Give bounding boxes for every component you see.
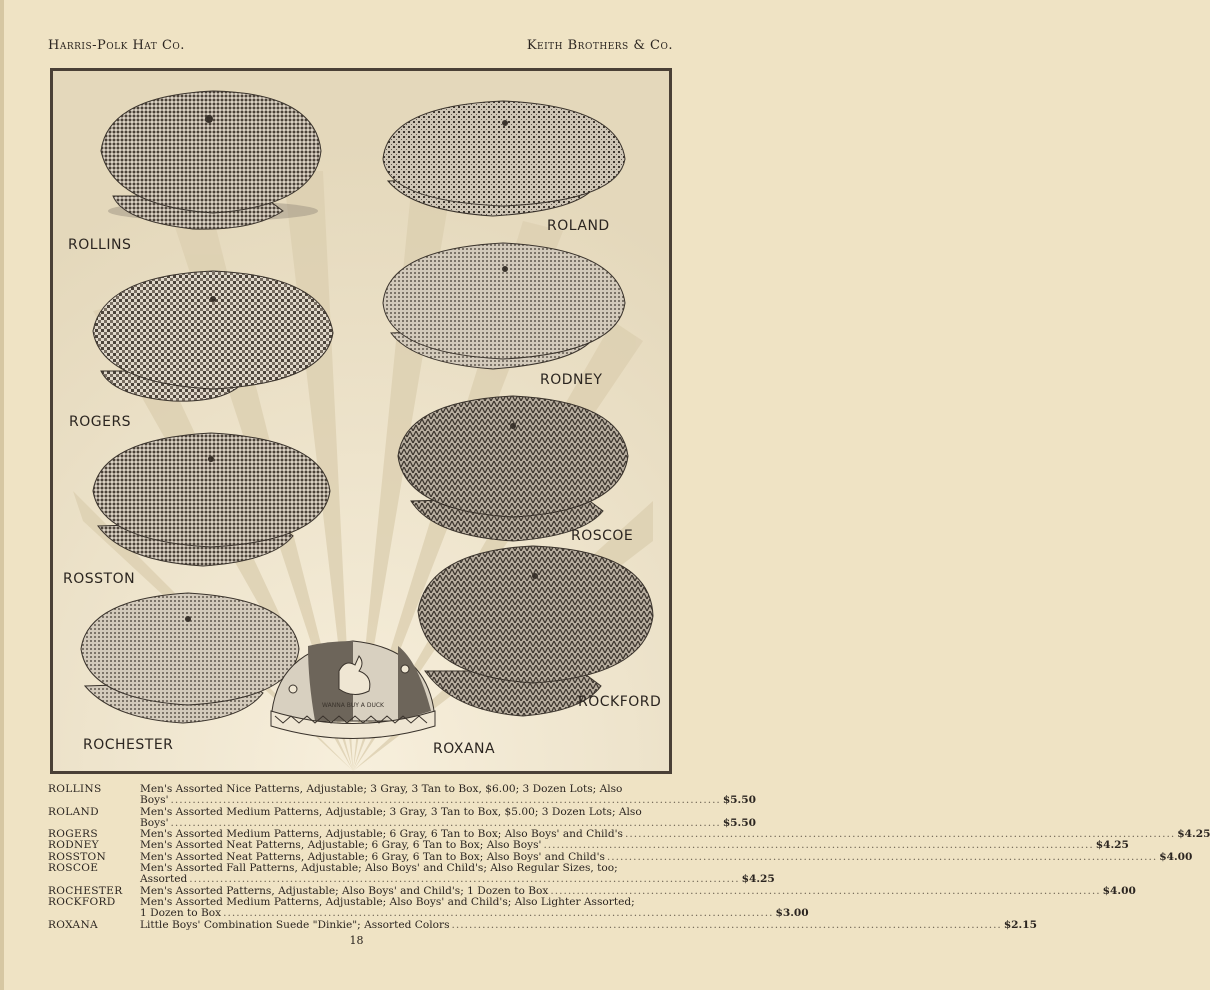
- listing-desc: Men's Assorted Medium Patterns, Adjustable; 6 Gray, 6 Tan to Box; Also Boys' and Child's: [140, 828, 623, 841]
- listing-desc: Little Boys' Combination Suede "Dinkie"; Assorted Colors: [140, 918, 450, 931]
- cap-label-roxana: ROXANA: [433, 741, 496, 757]
- listing-row-rochester: ROCHESTER Men's Assorted Patterns, Adjustable; Also Boys' and Child's; 1 Dozen to Box .............................................................................................................................. $4.00: [48, 884, 1136, 897]
- listing-price: $4.00: [1159, 850, 1193, 863]
- listing-name: ROGERS: [48, 828, 98, 841]
- dinkie-slogan: WANNA BUY A DUCK: [322, 702, 384, 709]
- cap-rollins: [101, 91, 321, 229]
- page-header: [48, 38, 673, 53]
- page-number: 18: [349, 934, 364, 947]
- listing-row-roxana: ROXANA Little Boys' Combination Suede "Dinkie"; Assorted Colors .............................................................................................................................. $2.15: [48, 918, 1037, 931]
- listing-name: ROXANA: [48, 918, 99, 931]
- listing-row-rollins: ROLLINS Men's Assorted Nice Patterns, Adjustable; 3 Gray, 3 Tan to Box, $6.00; 3 Dozen Lots; Also Boys' .............................................................................................................................. $5.50: [48, 783, 756, 807]
- listing-name: RODNEY: [48, 839, 99, 852]
- listing-price: $3.00: [775, 907, 809, 920]
- cap-label-rockford: ROCKFORD: [578, 694, 662, 710]
- listing-desc: 1 Dozen to Box: [140, 907, 222, 920]
- listing-desc: Boys': [140, 794, 169, 807]
- listing-price: $5.50: [722, 794, 756, 807]
- listing-row-rockford: ROCKFORD Men's Assorted Medium Patterns, Adjustable; Also Boys' and Child's; Also Lighter Assorted; 1 Dozen to Box .............................................................................................................................. $3.00: [48, 895, 809, 920]
- listing-price: $4.25: [741, 873, 775, 886]
- listing-name: ROCKFORD: [48, 895, 116, 908]
- cap-roscoe: [398, 396, 628, 541]
- caps-illustration: [53, 71, 669, 771]
- listing-price: $4.25: [1177, 828, 1210, 841]
- page-edge-shadow: [0, 0, 4, 990]
- listing-row-rodney: RODNEY Men's Assorted Neat Patterns, Adjustable; 6 Gray, 6 Tan to Box; Also Boys' .............................................................................................................................. $4.25: [48, 839, 1129, 852]
- listing-desc: Boys': [140, 816, 169, 829]
- price-listing: [48, 783, 1210, 931]
- listing-row-roland: ROLAND Men's Assorted Medium Patterns, Adjustable; 3 Gray, 3 Tan to Box, $5.00; 3 Dozen Lots; Also Boys' .............................................................................................................................. $5.50: [48, 805, 756, 829]
- listing-name: ROSCOE: [48, 862, 99, 875]
- cap-label-rosston: ROSSTON: [63, 571, 136, 587]
- listing-price: $4.25: [1095, 839, 1129, 852]
- listing-name: ROSSTON: [48, 850, 107, 863]
- listing-desc: Men's Assorted Nice Patterns, Adjustable; 3 Gray, 3 Tan to Box, $6.00; 3 Dozen Lots; Also: [140, 783, 623, 795]
- listing-row-roscoe: ROSCOE Men's Assorted Fall Patterns, Adjustable; Also Boys' and Child's; Also Regular Sizes, too; Assorted .............................................................................................................................. $4.25: [48, 862, 775, 886]
- cap-label-roscoe: ROSCOE: [571, 528, 634, 544]
- listing-desc: Men's Assorted Fall Patterns, Adjustable; Also Boys' and Child's; Also Regular Sizes, too;: [140, 862, 618, 875]
- listing-desc: Men's Assorted Medium Patterns, Adjustable; 3 Gray, 3 Tan to Box, $5.00; 3 Dozen Lots; Also: [140, 805, 642, 818]
- listing-name: ROLAND: [48, 805, 99, 818]
- listing-desc: Men's Assorted Neat Patterns, Adjustable; 6 Gray, 6 Tan to Box; Also Boys': [140, 839, 542, 852]
- listing-row-rogers: ROGERS Men's Assorted Medium Patterns, Adjustable; 6 Gray, 6 Tan to Box; Also Boys' and Child's .............................................................................................................................. $4.25: [48, 828, 1210, 841]
- cap-label-rollins: ROLLINS: [68, 237, 132, 253]
- listing-price: $2.15: [1003, 918, 1037, 931]
- listing-desc: Men's Assorted Patterns, Adjustable; Also Boys' and Child's; 1 Dozen to Box: [140, 884, 549, 897]
- listing-desc: Assorted: [140, 873, 188, 886]
- listing-price: $5.50: [722, 816, 756, 829]
- catalog-illustration-plate: [50, 68, 672, 774]
- listing-desc: Men's Assorted Neat Patterns, Adjustable; 6 Gray, 6 Tan to Box; Also Boys' and Child's: [140, 850, 605, 863]
- cap-label-roland: ROLAND: [547, 218, 610, 234]
- listing-row-rosston: ROSSTON Men's Assorted Neat Patterns, Adjustable; 6 Gray, 6 Tan to Box; Also Boys' and Child's .............................................................................................................................. $4.00: [48, 850, 1193, 863]
- cap-label-rochester: ROCHESTER: [83, 737, 174, 753]
- header-right-company: Keith Brothers & Co.: [526, 38, 673, 53]
- cap-label-rodney: RODNEY: [540, 372, 603, 388]
- listing-name: ROLLINS: [48, 783, 102, 795]
- listing-price: $4.00: [1102, 884, 1136, 897]
- listing-desc: Men's Assorted Medium Patterns, Adjustable; Also Boys' and Child's; Also Lighter Assorted;: [140, 895, 635, 908]
- cap-label-rogers: ROGERS: [69, 414, 132, 430]
- header-left-company: Harris-Polk Hat Co.: [48, 38, 185, 53]
- listing-name: ROCHESTER: [48, 884, 123, 897]
